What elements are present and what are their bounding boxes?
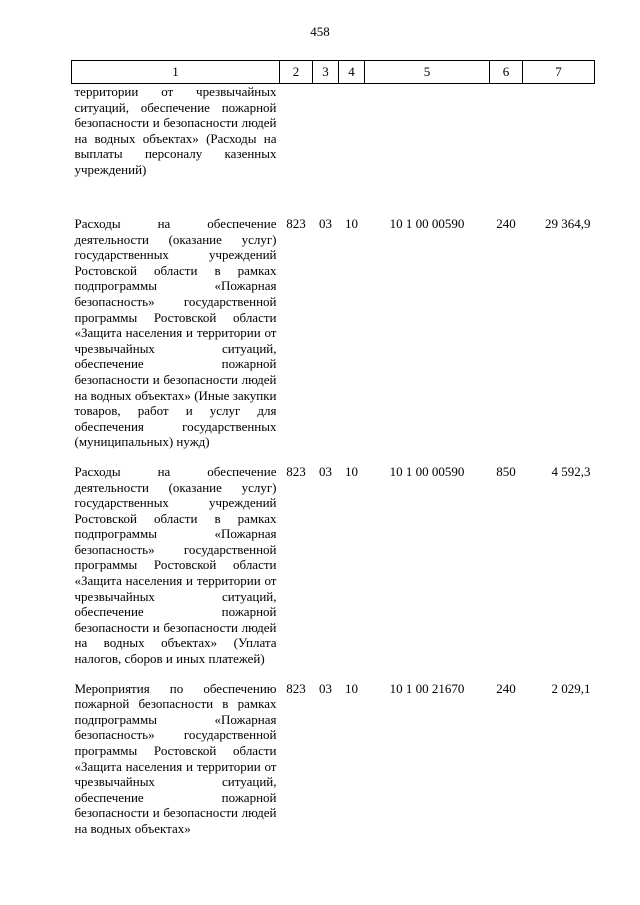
row-expense-type: 240 xyxy=(496,216,516,231)
table-row xyxy=(72,84,595,203)
row-subsection-code: 10 xyxy=(345,216,358,231)
row-target-article: 10 1 00 00590 xyxy=(389,216,465,231)
row-expense-type: 850 xyxy=(496,463,516,479)
row-subsection-code: 10 xyxy=(345,463,358,479)
column-header-3: 3 xyxy=(313,61,339,84)
row-section-code: 03 xyxy=(319,680,332,696)
row-amount: 29 364,9 xyxy=(545,216,591,231)
row-description: территории от чрезвычайных ситуаций, обеспечение пожарной безопасности и безопасности людей на водных объектах» (Расходы на выплаты персоналу казенных учреждений) xyxy=(74,84,277,177)
row-section-code: 03 xyxy=(319,216,332,231)
row-ministry-code: 823 xyxy=(286,216,306,231)
column-header-4: 4 xyxy=(339,61,365,84)
row-subsection-code xyxy=(339,84,365,203)
column-header-7: 7 xyxy=(523,61,595,84)
table-header-row xyxy=(72,61,595,84)
table-row xyxy=(72,681,595,837)
row-amount xyxy=(523,84,595,203)
budget-table xyxy=(71,60,595,837)
row-ministry-code xyxy=(280,84,313,203)
row-description: Расходы на обеспечение деятельности (оказание услуг) государственных учреждений Ростовской области в рамках подпрограммы «Пожарная безопасность» государственной программы Ростовской области «Защита населения и территории от чрезвычайных ситуаций, обеспечение пожарной безопасности и безопасности людей на водных объектах» (Иные закупки товаров, работ и услуг для обеспечения государственных (муниципальных) нужд) xyxy=(74,216,277,450)
page-number: 458 xyxy=(310,24,330,39)
column-header-6: 6 xyxy=(490,61,523,84)
row-ministry-code: 823 xyxy=(286,680,306,696)
row-expense-type: 240 xyxy=(496,680,516,696)
row-target-article: 10 1 00 00590 xyxy=(389,463,465,479)
row-section-code: 03 xyxy=(319,463,332,479)
row-ministry-code: 823 xyxy=(286,463,306,479)
row-description: Расходы на обеспечение деятельности (оказание услуг) государственных учреждений Ростовской области в рамках подпрограммы «Пожарная безопасность» государственной программы Ростовской области «Защита населения и территории от чрезвычайных ситуаций, обеспечение пожарной безопасности и безопасности людей на водных объектах» (Уплата налогов, сборов и иных платежей) xyxy=(74,463,277,667)
row-target-article xyxy=(365,84,490,203)
row-subsection-code: 10 xyxy=(345,680,358,696)
row-amount: 2 029,1 xyxy=(551,680,591,696)
row-description: Мероприятия по обеспечению пожарной безопасности в рамках подпрограммы «Пожарная безопасность» государственной программы Ростовской области «Защита населения и территории от чрезвычайных ситуаций, обеспечение пожарной безопасности и безопасности людей на водных объектах» xyxy=(74,680,277,836)
row-target-article: 10 1 00 21670 xyxy=(389,680,465,696)
column-header-2: 2 xyxy=(280,61,313,84)
column-header-5: 5 xyxy=(365,61,490,84)
row-amount: 4 592,3 xyxy=(551,463,591,479)
row-expense-type xyxy=(490,84,523,203)
row-section-code xyxy=(313,84,339,203)
column-header-1: 1 xyxy=(72,61,280,84)
table-row xyxy=(72,216,595,450)
table-row xyxy=(72,464,595,667)
